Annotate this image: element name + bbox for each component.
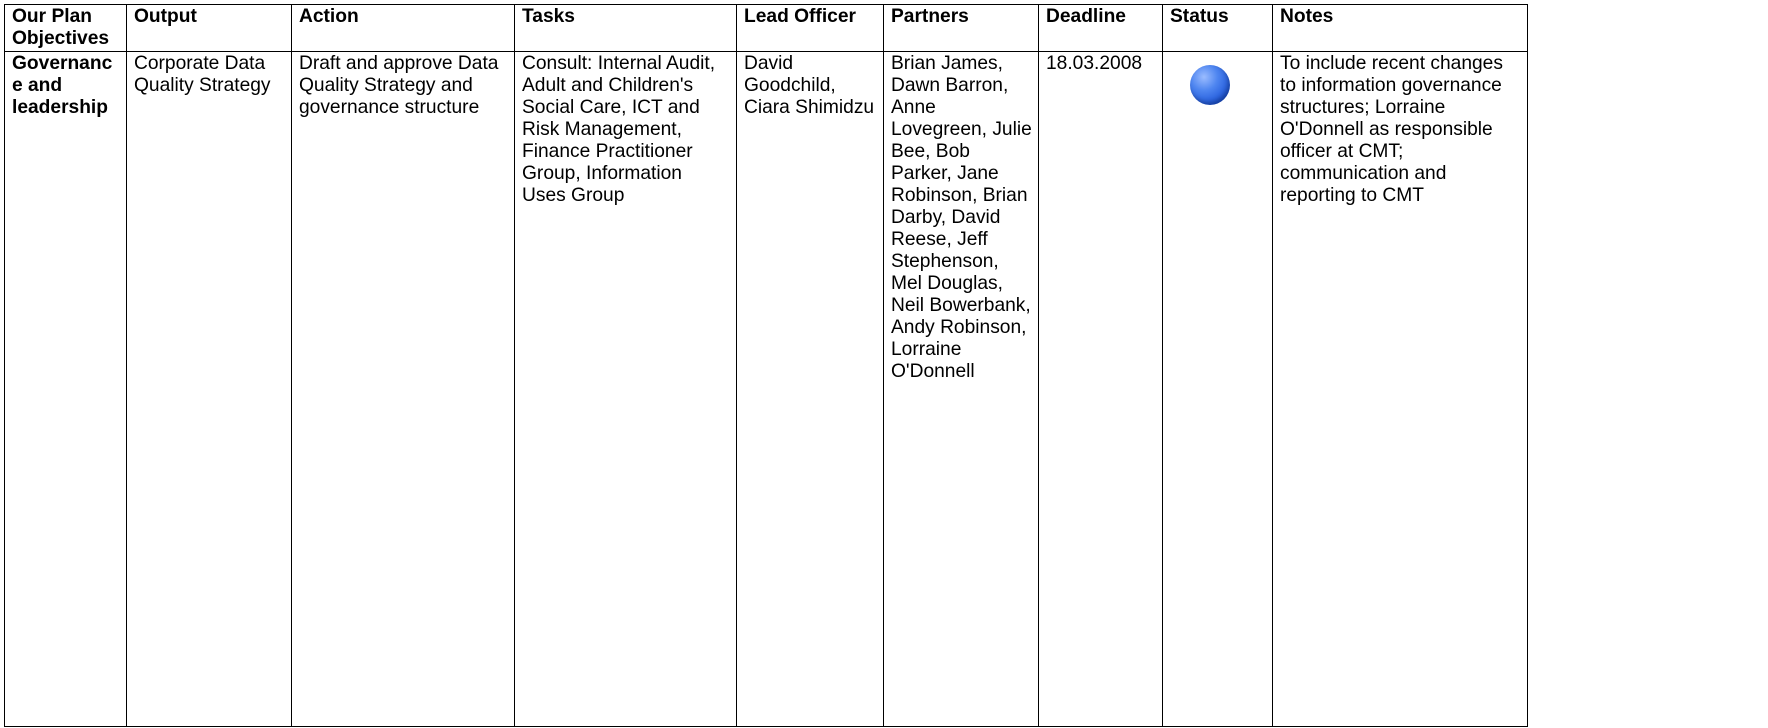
header-lead-officer: Lead Officer xyxy=(737,5,884,52)
header-objectives: Our Plan Objectives xyxy=(5,5,127,52)
cell-lead-officer xyxy=(737,52,884,727)
cell-objective xyxy=(5,52,127,727)
header-partners: Partners xyxy=(884,5,1039,52)
cell-notes xyxy=(1273,52,1528,727)
blue-circle-icon xyxy=(1190,65,1230,105)
action-plan-table xyxy=(4,4,1528,727)
cell-partners xyxy=(884,52,1039,727)
notes-text: To include recent changes to information governance structures; Lorraine O'Donnell as responsible officer at CMT; communication and reporting to CMT xyxy=(1280,53,1503,206)
cell-action xyxy=(292,52,515,727)
output-text: Corporate Data Quality Strategy xyxy=(134,53,271,96)
cell-output xyxy=(127,52,292,727)
partners-text: Brian James, Dawn Barron, Anne Lovegreen, Julie Bee, Bob Parker, Jane Robinson, Brian Darby, David Reese, Jeff Stephenson, Mel Douglas, Neil Bowerbank, Andy Robinson, Lorraine O'Donnell xyxy=(891,53,1032,382)
tasks-text: Consult: Internal Audit, Adult and Children's Social Care, ICT and Risk Management, Finance Practitioner Group, Information Uses Group xyxy=(522,53,716,206)
objective-text: Governance and leadership xyxy=(12,53,113,118)
header-deadline: Deadline xyxy=(1039,5,1163,52)
header-row xyxy=(5,5,1528,52)
header-output: Output xyxy=(127,5,292,52)
header-tasks: Tasks xyxy=(515,5,737,52)
cell-status xyxy=(1163,52,1273,727)
action-text: Draft and approve Data Quality Strategy and governance structure xyxy=(299,53,499,118)
table-row xyxy=(5,52,1528,727)
header-status: Status xyxy=(1163,5,1273,52)
header-action: Action xyxy=(292,5,515,52)
header-notes: Notes xyxy=(1273,5,1528,52)
deadline-text: 18.03.2008 xyxy=(1046,53,1143,74)
lead-officer-text: David Goodchild, Ciara Shimidzu xyxy=(744,53,875,118)
cell-deadline xyxy=(1039,52,1163,727)
cell-tasks xyxy=(515,52,737,727)
